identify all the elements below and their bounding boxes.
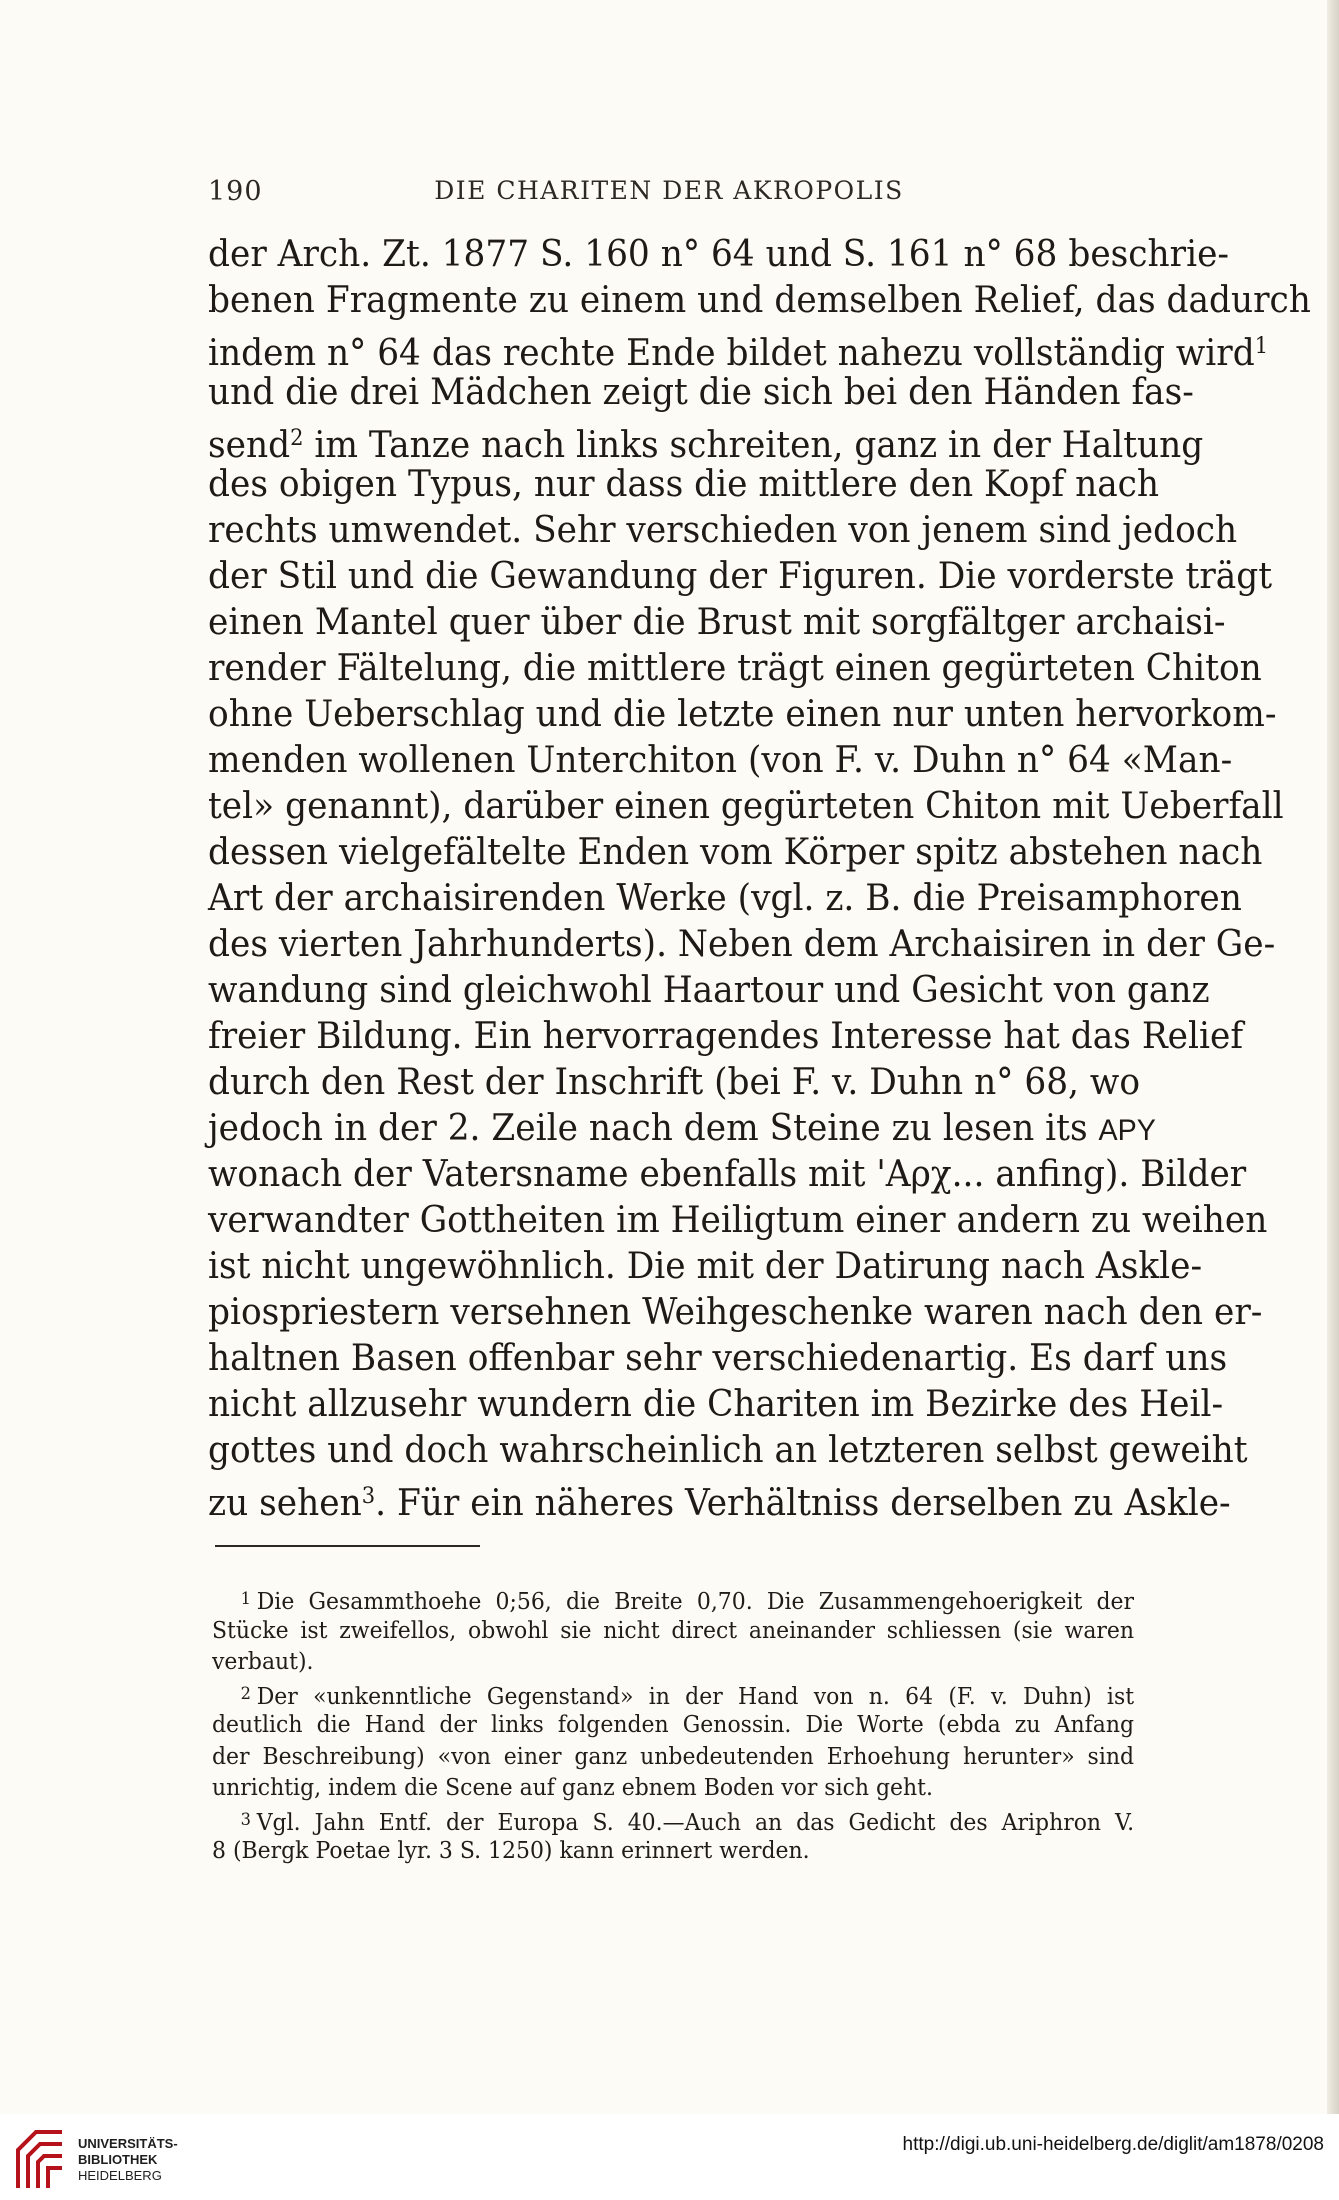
text-line: ist nicht ungewöhnlich. Die mit der Datirung nach Askle- [208,1246,1203,1287]
footnote-line: verbaut). [212,1649,314,1675]
text-line: der Stil und die Gewandung der Figuren. Die vorderste trägt [208,556,1273,597]
viewer-footer [0,2114,1339,2200]
footnote-reference-3[interactable]: 3 [361,1484,376,1509]
footnote-line: deutlich die Hand der links folgenden Genossin. Die Worte (ebda zu Anfang [212,1712,1135,1738]
footnote-line: 8 (Bergk Poetae lyr. 3 S. 1250) kann erinnert werden. [212,1838,810,1864]
footnote-mark-3: 3 [240,1809,251,1830]
footnote-line: unrichtig, indem die Scene auf ganz ebnem Boden vor sich geht. [212,1775,933,1801]
running-title: DIE CHARITEN DER AKROPOLIS [434,176,904,205]
running-head [208,176,1130,216]
text-line: des obigen Typus, nur dass die mittlere den Kopf nach [208,464,1160,505]
text-line: ohne Ueberschlag und die letzte einen nur unten hervorkom- [208,694,1277,735]
footnote-line: Stücke ist zweifellos, obwohl sie nicht direct aneinander schliessen (sie waren [212,1617,1135,1644]
text-line: tel» genannt), darüber einen gegürteten Chiton mit Ueberfall [208,786,1284,827]
text-line: und die drei Mädchen zeigt die sich bei den Händen fas- [208,372,1194,413]
text-line: Art der archaisirenden Werke (vgl. z. B. die Preisamphoren [208,878,1242,919]
footnote-line: $^2$ Der «unkenntliche Gegenstand» in der Hand von n. 64 (F. v. Duhn) ist [240,1683,1135,1710]
text-line: dessen vielgefältelte Enden vom Körper spitz abstehen nach [208,832,1263,873]
text-line: jedoch in der 2. Zeile nach dem Steine zu lesen its ΑΡΥ [208,1108,1156,1149]
text-line: nicht allzusehr wundern die Chariten im Bezirke des Heil- [208,1384,1224,1425]
text-line: zu sehen$^3$. Für ein näheres Verhältniss derselben zu Askle- [208,1483,1231,1524]
footnote-mark-1: 1 [240,1589,251,1609]
library-name: UNIVERSITÄTS- BIBLIOTHEK HEIDELBERG [78,2136,178,2183]
text-line: einen Mantel quer über die Brust mit sorgfältger archaisi- [208,602,1226,643]
footnote-line: der Beschreibung) «von einer ganz unbedeutenden Erhoehung herunter» sind [212,1743,1135,1770]
footnotes [212,1584,1134,1868]
text-line: gottes und doch wahrscheinlich an letzteren selbst geweiht [208,1430,1248,1471]
text-line: menden wollenen Unterchiton (von F. v. Duhn n° 64 «Man- [208,740,1233,781]
inscription-letters: ΑΡΥ [1098,1114,1156,1147]
footnote-divider [215,1545,480,1547]
footnote-reference-1[interactable]: 1 [1254,334,1269,359]
text-line: rechts umwendet. Sehr verschieden von jenem sind jedoch [208,510,1238,551]
ub-heidelberg-logo-icon[interactable] [10,2126,70,2192]
text-line: indem n° 64 das rechte Ende bildet nahezu vollständig wird$^1$ [208,333,1269,374]
footnote-line: $^1$ Die Gesammthoehe 0;56, die Breite 0,70. Die Zusammengehoerigkeit der [240,1589,1135,1615]
text-line: haltnen Basen offenbar sehr verschiedenartig. Es darf uns [208,1338,1228,1379]
text-line: verwandter Gottheiten im Heiligtum einer andern zu weihen [208,1200,1268,1241]
text-line: render Fältelung, die mittlere trägt einen gegürteten Chiton [208,648,1262,689]
text-line: durch den Rest der Inschrift (bei F. v. Duhn n° 68, wo [208,1062,1141,1103]
text-line: benen Fragmente zu einem und demselben Relief, das dadurch [208,280,1311,321]
footnote-line: $^3$ Vgl. Jahn Entf. der Europa S. 40.—Auch an das Gedicht des Ariphron V. [240,1809,1135,1836]
page-number: 190 [208,176,263,207]
footnote-mark-2: 2 [240,1683,251,1704]
permalink-url[interactable]: http://digi.ub.uni-heidelberg.de/diglit/am1878/0208 [902,2134,1324,2155]
text-line: des vierten Jahrhunderts). Neben dem Archaisiren in der Ge- [208,924,1276,965]
text-line: wandung sind gleichwohl Haartour und Gesicht von ganz [208,970,1210,1011]
body-text [208,232,1311,1524]
text-line: send$^2$ im Tanze nach links schreiten, ganz in der Haltung [208,425,1204,466]
text-line: wonach der Vatersname ebenfalls mit 'Αρχ... anfing). Bilder [208,1154,1247,1195]
page-edge-shadow [1327,0,1339,2120]
text-line: piospriestern versehnen Weihgeschenke waren nach den er- [208,1292,1263,1333]
footnote-reference-2[interactable]: 2 [290,426,304,451]
text-line: der Arch. Zt. 1877 S. 160 n° 64 und S. 161 n° 68 beschrie- [208,234,1230,275]
text-line: freier Bildung. Ein hervorragendes Interesse hat das Relief [208,1016,1244,1057]
